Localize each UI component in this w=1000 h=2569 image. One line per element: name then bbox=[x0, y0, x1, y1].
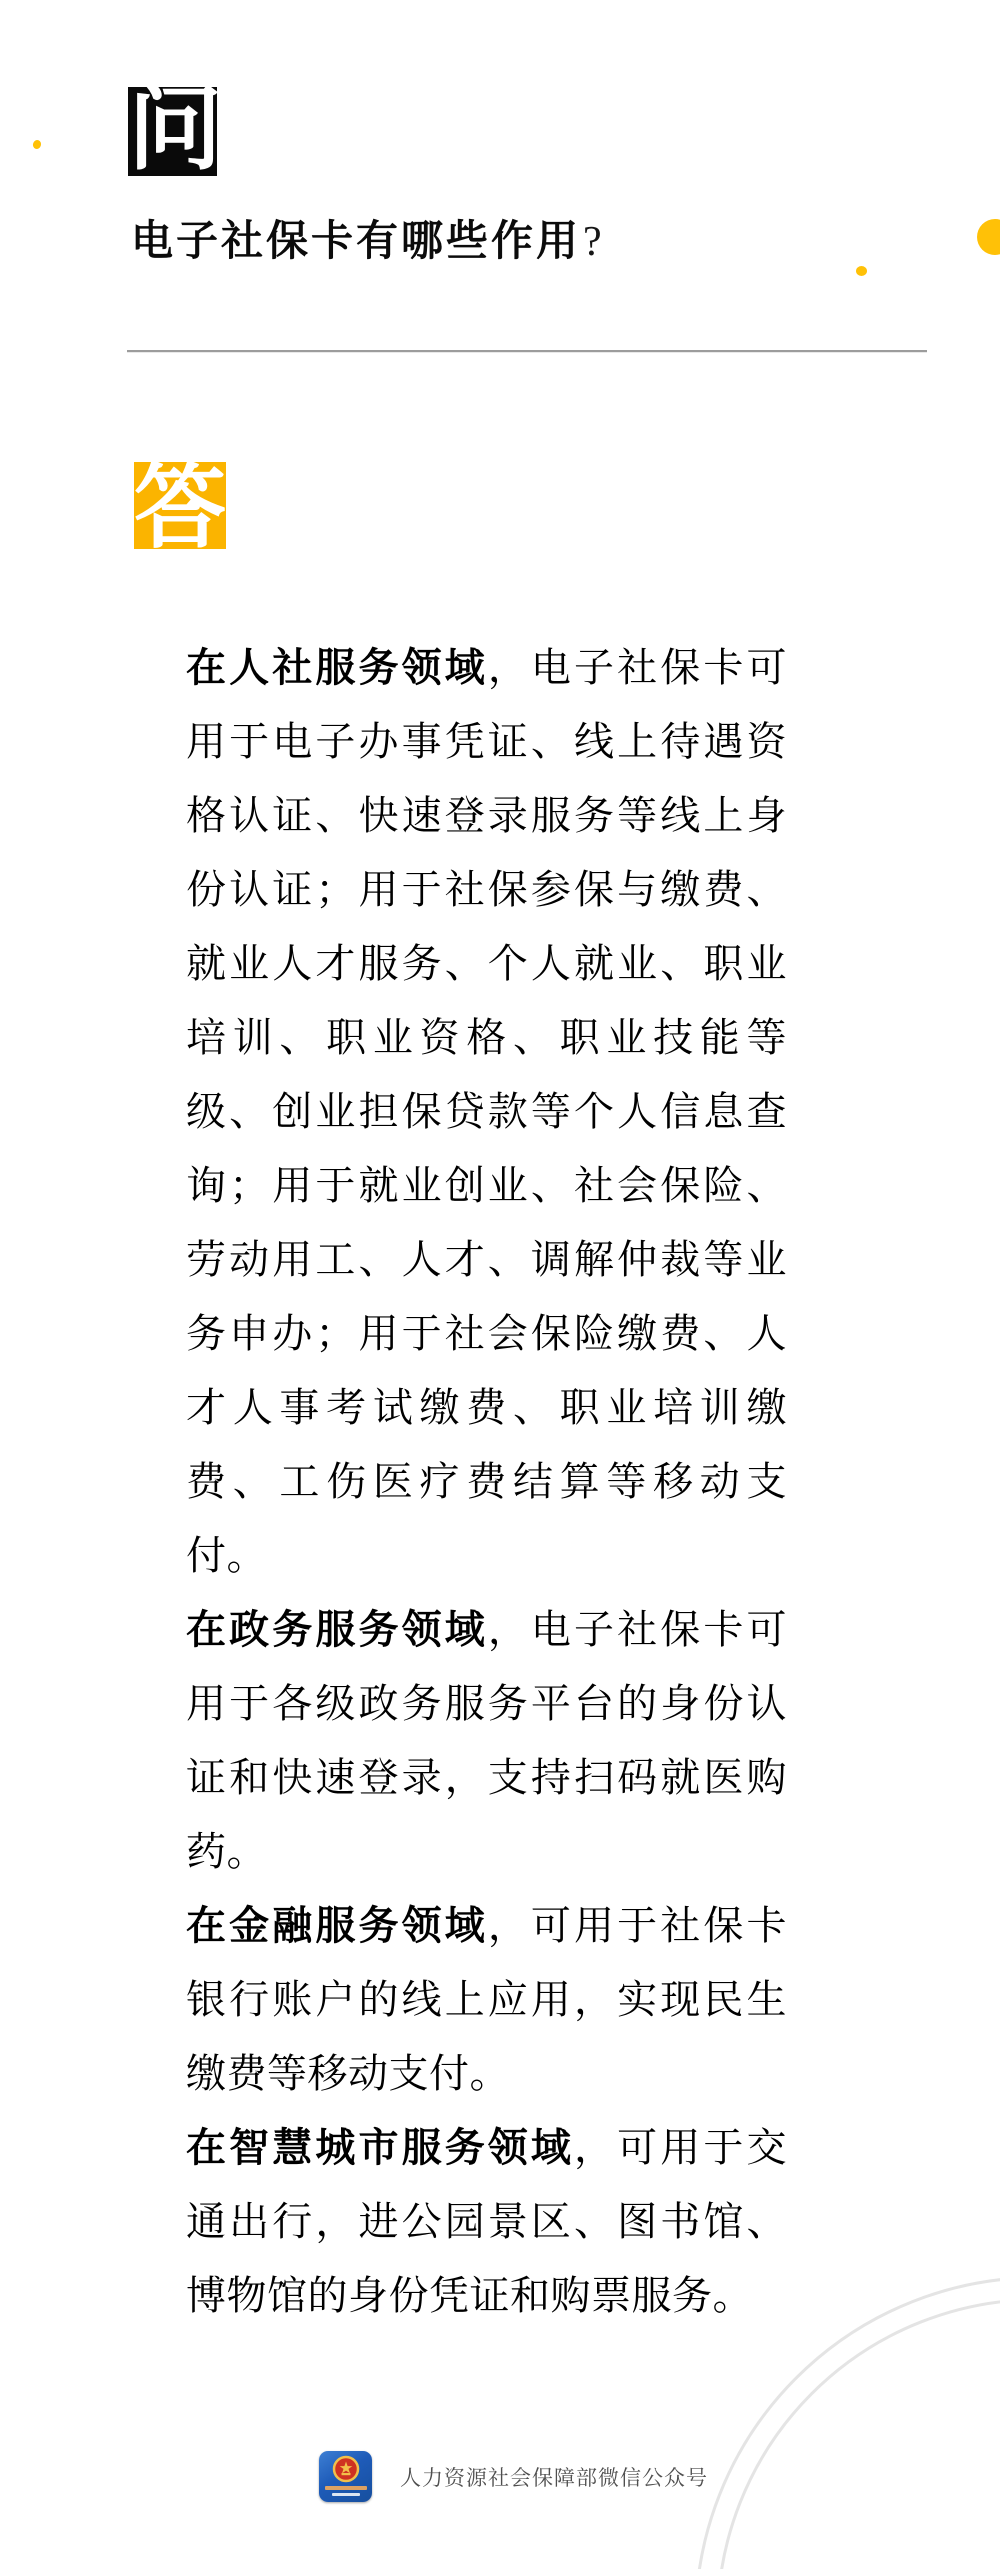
mohrss-app-icon bbox=[319, 2451, 372, 2502]
paragraph-lead: 在政务服务领域 bbox=[186, 1607, 488, 1652]
question-badge-char: 问 bbox=[128, 77, 223, 181]
paragraph-zhihui-chengshi bbox=[186, 2111, 787, 2333]
paragraph-lead: 在人社服务领域 bbox=[186, 645, 488, 690]
paragraph-renshe bbox=[186, 631, 787, 1593]
yellow-dot-left bbox=[32, 139, 43, 150]
paragraph-lead: 在智慧城市服务领域 bbox=[186, 2125, 575, 2170]
paragraph-text: ，电子社保卡可用于各级政务服务平台的身份认证和快速登录，支持扫码就医购药。 bbox=[186, 1607, 788, 1874]
question-mark: ? bbox=[583, 219, 602, 265]
answer-body bbox=[186, 631, 787, 2333]
paragraph-text: ，可用于交通出行，进公园景区、图书馆、博物馆的身份凭证和购票服务。 bbox=[186, 2125, 788, 2318]
national-emblem-icon bbox=[331, 2454, 361, 2484]
answer-badge-char: 答 bbox=[134, 457, 227, 559]
logo-text-bar bbox=[325, 2486, 367, 2490]
yellow-dot-mid bbox=[856, 266, 867, 276]
paragraph-jinrong bbox=[186, 1889, 787, 2111]
yellow-circle-right-edge bbox=[977, 219, 1000, 255]
paragraph-text: ，电子社保卡可用于电子办事凭证、线上待遇资格认证、快速登录服务等线上身份认证；用于社保参保与缴费、就业人才服务、个人就业、职业培训、职业资格、职业技能等级、创业担保贷款等个人信息查询；用于就业创业、社会保险、劳动用工、人才、调解仲裁等业务申办；用于社会保险缴费、人才人事考试缴费、职业培训缴费、工伤医疗费结算等移动支付。 bbox=[186, 645, 788, 1578]
paragraph-zhengwu bbox=[186, 1593, 787, 1889]
divider-line bbox=[127, 350, 927, 353]
answer-badge bbox=[134, 457, 227, 559]
footer-account-name: 人力资源社会保障部微信公众号 bbox=[400, 2467, 708, 2490]
paragraph-text: ，可用于社保卡银行账户的线上应用，实现民生缴费等移动支付。 bbox=[186, 1903, 788, 2096]
paragraph-lead: 在金融服务领域 bbox=[186, 1903, 488, 1948]
question-badge bbox=[128, 77, 223, 181]
logo-url-bar bbox=[332, 2493, 360, 2496]
question-title: 电子社保卡有哪些作用 bbox=[131, 217, 582, 264]
question-title-row bbox=[131, 218, 602, 265]
